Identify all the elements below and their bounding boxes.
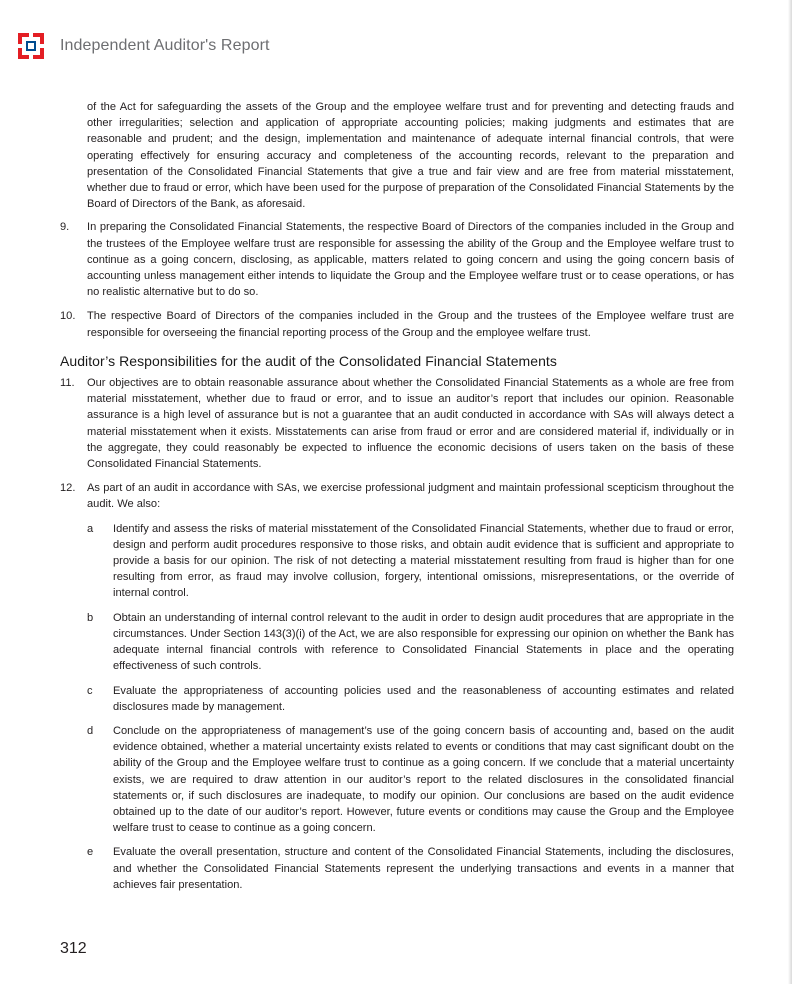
paragraph-number: 9. (60, 221, 70, 234)
section-heading: Auditor’s Responsibilities for the audit of the Consolidated Financial Statements (60, 352, 557, 369)
sub-item-text: Evaluate the appropriateness of accounting policies used and the reasonableness of accounting estimates and related disclosures made by management. (113, 684, 734, 713)
paragraph-text: Our objectives are to obtain reasonable assurance about whether the Consolidated Financial Statements as a whole are free from material misstatement, whether due to fraud or error, and to issue an auditor’s report that includes our opinion. Reasonable assurance is a high level of assurance but is not a guarantee that an audit conducted in accordance with SAs will always detect a material misstatement when it exists. Misstatements can arise from fraud or error and are considered material if, individually or in the aggregate, they could reasonably be expected to influence the economic decisions of users taken on the basis of these Consolidated Financial Statements. (87, 377, 734, 471)
sub-item-e (87, 844, 734, 893)
sub-item-text: Evaluate the overall presentation, structure and content of the Consolidated Financial Statements, including the disclosures, and whether the Consolidated Financial Statements represent the underlying transactions and events in a manner that achieves fair presentation. (113, 846, 734, 891)
sub-item-letter: c (87, 684, 93, 697)
numbered-paragraph-12 (60, 480, 734, 512)
paragraph-number: 12. (60, 482, 76, 495)
paragraph-number: 11. (60, 377, 75, 390)
sub-item-letter: d (87, 724, 94, 737)
report-body (60, 99, 734, 901)
numbered-paragraph-10 (60, 308, 734, 340)
page-edge-shadow (788, 0, 792, 984)
sub-item-a (87, 521, 734, 602)
sub-item-letter: b (87, 611, 94, 624)
report-header (18, 33, 270, 59)
sub-item-d (87, 723, 734, 836)
paragraph-text: In preparing the Consolidated Financial Statements, the respective Board of Directors of the companies included in the Group and the trustees of the Employee welfare trust are responsible for assessing the ability of the Group and the Employee welfare trust to continue as a going concern, disclosing, as applicable, matters related to going concern and using the going concern basis of accounting unless management either intends to liquidate the Group and the Employee welfare trust or to cease operations, or has no realistic alternative but to do so. (87, 221, 734, 299)
header-title: Independent Auditor's Report (60, 37, 270, 54)
numbered-paragraph-9 (60, 219, 734, 300)
sub-item-c (87, 683, 734, 715)
sub-item-text: Identify and assess the risks of material misstatement of the Consolidated Financial Statements, whether due to fraud or error, design and perform audit procedures responsive to those risks, and obtain audit evidence that is sufficient and appropriate to provide a basis for our opinion. The risk of not detecting a material misstatement resulting from fraud is higher than for one resulting from error, as fraud may involve collusion, forgery, intentional omissions, misrepresentations, or the override of internal control. (113, 522, 734, 600)
paragraph-number: 10. (60, 310, 76, 323)
paragraph-text: As part of an audit in accordance with SAs, we exercise professional judgment and maintain professional scepticism throughout the audit. We also: (87, 482, 734, 511)
sub-item-text: Obtain an understanding of internal control relevant to the audit in order to design audit procedures that are appropriate in the circumstances. Under Section 143(3)(i) of the Act, we are also responsible for expressing our opinion on whether the Bank has adequate internal financial controls with reference to Consolidated Financial Statements in place and the operating effectiveness of such controls. (113, 611, 734, 673)
page-number: 312 (60, 940, 87, 957)
sub-item-letter: e (87, 846, 94, 859)
sub-item-text: Conclude on the appropriateness of management’s use of the going concern basis of accounting and, based on the audit evidence obtained, whether a material uncertainty exists related to events or conditions that may cast significant doubt on the ability of the Group and the Employee welfare trust to continue as a going concern. If we conclude that a material uncertainty exists, we are required to draw attention in our auditor’s report to the related disclosures in the consolidated financial statements or, if such disclosures are inadequate, to modify our opinion. Our conclusions are based on the audit evidence obtained up to the date of our auditor’s report. However, future events or conditions may cause the Group and the Employee welfare trust to cease to continue as a going concern. (113, 724, 734, 835)
paragraph-text: The respective Board of Directors of the companies included in the Group and the trustees of the Employee welfare trust are responsible for overseeing the financial reporting process of the Group and the employee welfare trust. (87, 310, 734, 339)
hdfc-bank-logo-icon (18, 33, 44, 59)
continuation-paragraph: of the Act for safeguarding the assets of the Group and the employee welfare trust and for preventing and detecting frauds and other irregularities; selection and application of appropriate accounting policies; making judgments and estimates that are reasonable and prudent; and the design, implementation and maintenance of adequate internal financial controls, that were operating effectively for ensuring accuracy and completeness of the accounting records, relevant to the preparation and presentation of the Consolidated Financial Statements that give a true and fair view and are free from material misstatement, whether due to fraud or error, which have been used for the purpose of preparation of the Consolidated Financial Statements by the Board of Directors of the Bank, as aforesaid. (87, 101, 734, 211)
sub-item-letter: a (87, 522, 94, 535)
sub-item-b (87, 610, 734, 675)
numbered-paragraph-11 (60, 375, 734, 472)
